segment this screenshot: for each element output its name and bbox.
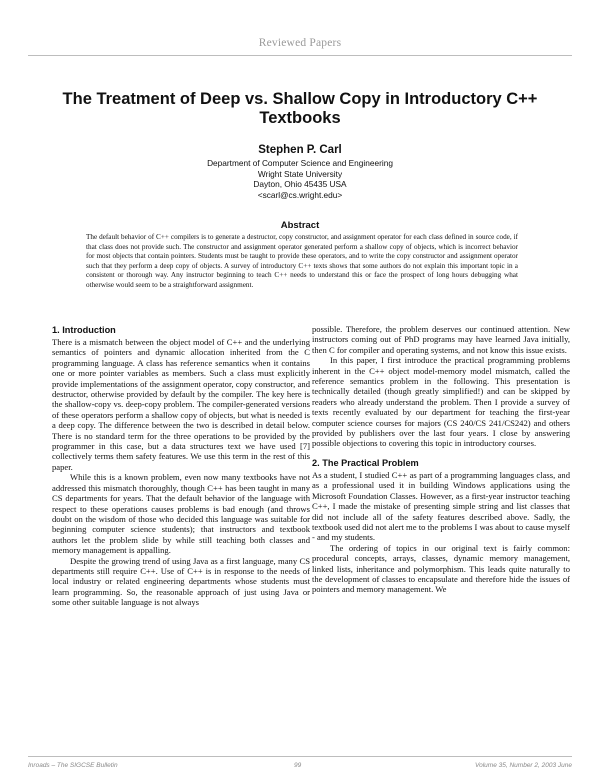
intro-paragraph-2: While this is a known problem, even now many textbooks have not addressed this mismatch thoroughly, though C++ has been taught in many CS departments for years. That the default behavior of the language with respect to these operations causes problems is bad enough (and throws doubt on the wisdom of those who decided this language was suitable for beginning computer science students); that instructors and textbook authors let the problem slide by while still teaching both classes and memory management is appalling. [52, 472, 310, 556]
abstract-text: The default behavior of C++ compilers is to generate a destructor, copy constructor, and assignment operator for each class defined in source code, if that class does not provide such. The constructor and assignment operator generated perform a shallow copy of objects, which is incorrect behavior for most objects that contain pointers. Students must be taught to provide these operators, and to write the copy constructor and assignment operator such that they perform a deep copy of objects. A survey of introductory C++ texts shows that some authors do not explain this important topic in a consistent or thorough way. Any instructor beginning to teach C++ needs to understand this or face the prospect of long hours debugging what otherwise would seem to be a straightforward assignment. [86, 233, 518, 289]
footer-page-number: 99 [294, 762, 302, 769]
footer-volume: Volume 35, Number 2, 2003 June [475, 762, 572, 769]
practical-paragraph-1: As a student, I studied C++ as part of a programming languages class, and as a professional used it in building Windows applications using the Microsoft Foundation Classes. However, as a first-year instructor teaching C++, I made the mistake of presenting simple string and list classes that did not include all of the safety features described above. Sadly, the textbook used did not alert me to the problems I was about to cause myself - and my students. [312, 469, 570, 543]
footer-rule [28, 756, 572, 757]
author-block [100, 144, 500, 200]
footer-journal: Inroads – The SIGCSE Bulletin [28, 762, 118, 769]
left-column [52, 324, 310, 608]
author-university: Wright State University [257, 168, 343, 179]
abstract-heading: Abstract [280, 220, 320, 231]
intro-paragraph-3: Despite the growing trend of using Java as a first language, many CS departments still require C++. Use of C++ is in response to the needs of local industry or related engineering departments whose students must learn programming. So, the reasonable approach of just using Java or some other suitable language is not always [52, 555, 310, 608]
author-name: Stephen P. Carl [258, 144, 342, 156]
practical-paragraph-2: The ordering of topics in our original text is fairly common: procedural concepts, arrays, classes, dynamic memory management, linked lists, inheritance and polymorphism. This leads quite naturally to the development of classes to encapsulate and therefore hide the issues of pointers and memory management. We [312, 542, 570, 595]
intro-paragraph-5: In this paper, I first introduce the practical programming problems inherent in the C++ object model-memory model mismatch, called the reference semantics problem in the following. This presentation is technically detailed (though greatly simplified!) and can be skipped by readers who already understand the problem. Then I provide a survey of texts recently evaluated by our department for teaching the first-year computer science courses for majors (CS 240/CS 241/CS242) and others provided by publishers over the last four years. I close by answering possible objections to covering this topic in introductory courses. [312, 355, 570, 449]
intro-paragraph-1: There is a mismatch between the object model of C++ and the underlying semantics of pointers and dynamic allocation inherited from the C programming language. A class has reference semantics when it contains one or more pointer variables as members. Such a class must explicitly provide implementations of the assignment operator, copy constructor, and destructor, otherwise provided by default by the compiler. The key here is the shallow-copy vs. deep-copy problem. The compiler-generated versions of these operators perform a shallow copy of objects, but what is needed is a deep copy. The difference between the two is described in detail below. There is no standard term for the three operations to be provided by the programmer in this case, but a data structures text we have used [7] collectively terms them safety features. We use this term in the rest of this paper. [52, 337, 310, 472]
intro-paragraph-4: possible. Therefore, the problem deserves our continued attention. New instructors coming out of PhD programs may have learned Java initially, then C for compiler and operating systems, and not know this issue exists. [312, 324, 570, 355]
author-location: Dayton, Ohio 45435 USA [253, 179, 347, 189]
section-heading-practical-problem: 2. The Practical Problem [312, 457, 419, 468]
paper-title: The Treatment of Deep vs. Shallow Copy in Introductory C++ Textbooks [62, 90, 538, 127]
section-heading-introduction: 1. Introduction [52, 325, 116, 335]
right-column [312, 324, 570, 595]
header-rule [28, 55, 572, 56]
author-email[interactable]: <scarl@cs.wright.edu> [257, 189, 343, 200]
running-header: Reviewed Papers [258, 37, 342, 49]
author-department: Department of Computer Science and Engineering [207, 158, 393, 168]
